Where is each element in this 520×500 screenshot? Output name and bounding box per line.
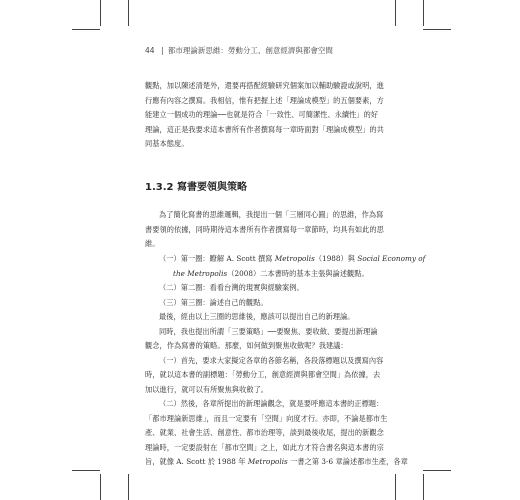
crop-mark xyxy=(395,0,396,26)
crop-mark xyxy=(423,29,451,30)
text-line: 行應有內容之撰寫。我相信，惟有把握上述「理論成模型」的五個要素，方 xyxy=(145,95,384,105)
section-heading xyxy=(145,178,247,193)
body-paragraph xyxy=(145,208,383,252)
text-line: 觀點，加以陳述清楚外，還要再搭配經驗研究個案加以輔助驗證或說明，進 xyxy=(145,81,384,90)
text-line: （二）然後，各章所提出的新理論觀念，就是要呼應這本書的正標題： xyxy=(159,399,384,408)
list-item: （三）第三圈：論述自己的觀點。 xyxy=(159,297,268,307)
body-paragraph xyxy=(145,310,383,325)
text-line: （一）首先，要求大家擬定各章的各節名稱，各段落標題以及撰寫內容 xyxy=(159,355,384,365)
crop-mark xyxy=(72,29,100,30)
text-line: 同基本態度。 xyxy=(145,139,189,148)
list-item: （二）第二圈：看看台灣的現實與經驗案例。 xyxy=(159,283,304,292)
section-number: 1.3.2 xyxy=(145,182,174,193)
crop-mark xyxy=(128,474,129,500)
body-paragraph xyxy=(145,325,383,354)
list-item: （一）第一圈：瞭解 A. Scott 撰寫 Metropolis（1988）與 Social Economy of xyxy=(159,254,426,263)
crop-mark xyxy=(128,0,129,26)
header-separator: | xyxy=(160,46,164,55)
text-line: 維。 xyxy=(145,239,160,248)
text-line: 「都市理論新思維」，而且一定要有「空間」向度才行。亦即，不論是都市生 xyxy=(145,413,388,423)
book-title: 都市理論新思維：勞動分工、創意經濟與都會空間 xyxy=(167,46,333,55)
body-paragraph xyxy=(145,397,408,470)
page-number: 44 xyxy=(145,46,155,55)
text-line: 最後，經由以上三圈的思維後，應該可以提出自己的新理論。 xyxy=(159,312,355,321)
crop-mark xyxy=(100,474,101,500)
text-line: 能建立一個成功的理論──也就是符合「一致性、可簡潔性、永續性」的好 xyxy=(145,110,379,119)
text-line: 同時，我也提出所謂「三要策略」──要聚焦、要收斂、要提出新理論 xyxy=(159,326,378,336)
intro-paragraph xyxy=(145,79,383,152)
crop-mark xyxy=(423,474,424,500)
text-line: 旨，就像 A. Scott 於 1988 年 Metropolis 一書之第 3-6 章論述都市生產，各章 xyxy=(145,457,408,466)
crop-mark xyxy=(100,0,101,26)
text-line: 理論，這正是我要求這本書所有作者撰寫每一章時面對「理論成模型」的共 xyxy=(145,124,384,134)
text-line: 產、就業、社會生活、創意性、都市治理等，談到最後收尾，提出的新觀念 xyxy=(145,428,384,437)
list-item-continued: the Metropolis（2008）二本書時的基本主張與論述觀點。 xyxy=(173,268,369,278)
text-line: 觀念，作為寫書的策略。那麼，如何做到聚焦收斂呢？我建議： xyxy=(145,341,348,350)
crop-mark xyxy=(395,474,396,500)
section-title-text: 寫書要領與策略 xyxy=(176,182,247,193)
crop-mark xyxy=(423,470,451,471)
text-line: 加以進行，就可以有所聚焦與收斂了。 xyxy=(145,384,269,394)
text-line: 書要領的依據，同時期待這本書所有作者撰寫每一章節時，均具有如此的思 xyxy=(145,224,384,234)
crop-mark xyxy=(423,0,424,26)
text-line: 理論時，一定要設射在「都市空間」之上，如此方才符合書名與這本書的宗 xyxy=(145,442,384,452)
text-line: 時，就以這本書的副標題：「勞動分工，創意經濟與都會空間」為依據，去 xyxy=(145,370,381,379)
list-block xyxy=(145,252,426,310)
body-paragraph xyxy=(145,354,383,398)
crop-mark xyxy=(72,470,100,471)
running-header xyxy=(145,45,333,56)
text-line: 為了簡化寫書的思維邏輯，我提出一個「三層同心圓」的思維，作為寫 xyxy=(159,210,384,219)
